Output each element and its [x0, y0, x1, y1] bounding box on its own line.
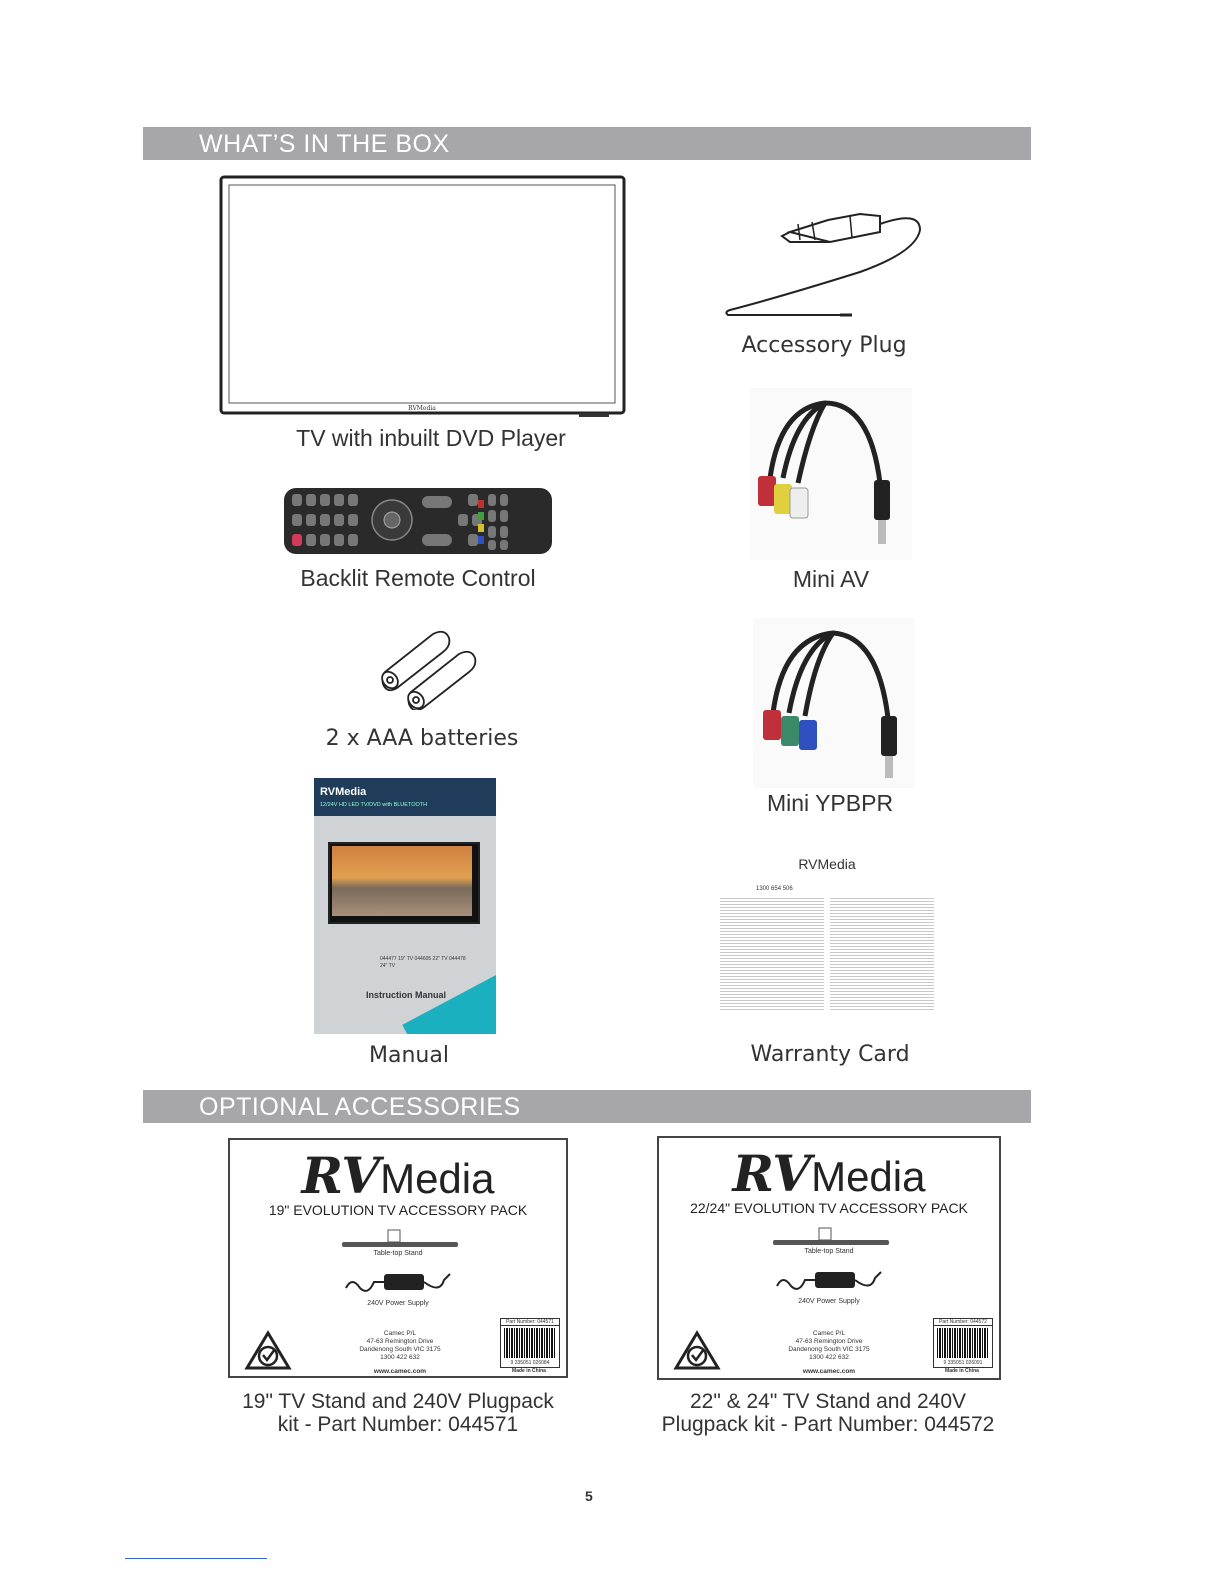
barcode-box [500, 1318, 560, 1368]
manual-subtitle: 12/24V HD LED TV/DVD with BLUETOOTH [320, 802, 428, 808]
section-header-optional [143, 1090, 1031, 1123]
pack-title: 22/24" EVOLUTION TV ACCESSORY PACK [690, 1200, 968, 1216]
table-top-stand-icon [340, 1228, 460, 1252]
barcode-digits: 9 335051 026091 [943, 1360, 983, 1366]
power-supply-icon [771, 1264, 891, 1296]
psu-label: 240V Power Supply [367, 1300, 429, 1307]
warranty-caption: Warranty Card [750, 1042, 910, 1067]
company-address: Camec P/L 47-63 Remington Drive Dandenong South VIC 3175 1300 422 632 [788, 1330, 870, 1361]
pack-brand: RVMedia [732, 1144, 926, 1203]
remote-caption: Backlit Remote Control [300, 565, 536, 591]
page-number: 5 [585, 1488, 593, 1504]
barcode-icon [504, 1328, 556, 1358]
tv-logo: RVMedia [408, 405, 436, 412]
company-website: www.camec.com [373, 1368, 427, 1375]
tv-image [219, 175, 627, 419]
pack-brand: RVMedia [301, 1146, 495, 1205]
part-number-label: Part Number: 044571 [501, 1319, 559, 1326]
section-header-in-box [143, 127, 1031, 160]
accessory-plug-image [720, 192, 930, 322]
warranty-phone: 1300 654 506 [756, 886, 793, 892]
remote-control-image [282, 486, 554, 556]
warranty-brand: RVMedia [798, 856, 856, 872]
barcode-digits: 9 335051 026084 [510, 1360, 550, 1366]
manual-title: Instruction Manual [365, 990, 446, 1000]
batteries-caption: 2 x AAA batteries [325, 726, 519, 751]
made-in-label: Made in China [945, 1368, 979, 1374]
batteries-image [375, 626, 485, 710]
accessory-plug-caption: Accessory Plug [741, 333, 907, 358]
mini-ypbpr-cable-image [753, 618, 915, 788]
psu-label: 240V Power Supply [798, 1298, 860, 1305]
accessory-pack-19 [228, 1138, 568, 1378]
rcm-mark-icon [244, 1330, 292, 1370]
made-in-label: Made in China [512, 1368, 546, 1374]
table-top-stand-icon [771, 1226, 891, 1250]
manual-brand: RVMedia [320, 786, 367, 798]
manual-models: 044477 19" TV 044605 22" TV 044478 24" TV [380, 956, 466, 969]
barcode-box [933, 1318, 993, 1368]
power-supply-icon [340, 1266, 460, 1298]
footnote-divider [125, 1558, 267, 1559]
barcode-icon [937, 1328, 989, 1358]
mini-ypbpr-caption: Mini YPBPR [766, 790, 894, 816]
company-website: www.camec.com [802, 1368, 856, 1375]
warranty-card [716, 852, 938, 1018]
rcm-mark-icon [673, 1330, 721, 1370]
mini-av-caption: Mini AV [792, 566, 870, 592]
manual-cover [314, 778, 496, 1034]
stand-label: Table-top Stand [373, 1250, 423, 1257]
pack-19-caption: 19" TV Stand and 240V Plugpack kit - Part Number: 044571 [242, 1390, 554, 1436]
section-title: OPTIONAL ACCESSORIES [199, 1093, 521, 1121]
accessory-pack-22-24 [657, 1136, 1001, 1380]
pack-title: 19" EVOLUTION TV ACCESSORY PACK [268, 1202, 528, 1218]
part-number-label: Part Number: 044572 [934, 1319, 992, 1326]
stand-label: Table-top Stand [804, 1248, 854, 1255]
manual-caption: Manual [369, 1043, 449, 1068]
mini-av-cable-image [750, 388, 912, 560]
tv-caption: TV with inbuilt DVD Player [296, 425, 566, 451]
section-title: WHAT’S IN THE BOX [199, 130, 450, 158]
pack-22-24-caption: 22" & 24" TV Stand and 240V Plugpack kit - Part Number: 044572 [661, 1390, 995, 1436]
company-address: Camec P/L 47-63 Remington Drive Dandenong South VIC 3175 1300 422 632 [359, 1330, 441, 1361]
